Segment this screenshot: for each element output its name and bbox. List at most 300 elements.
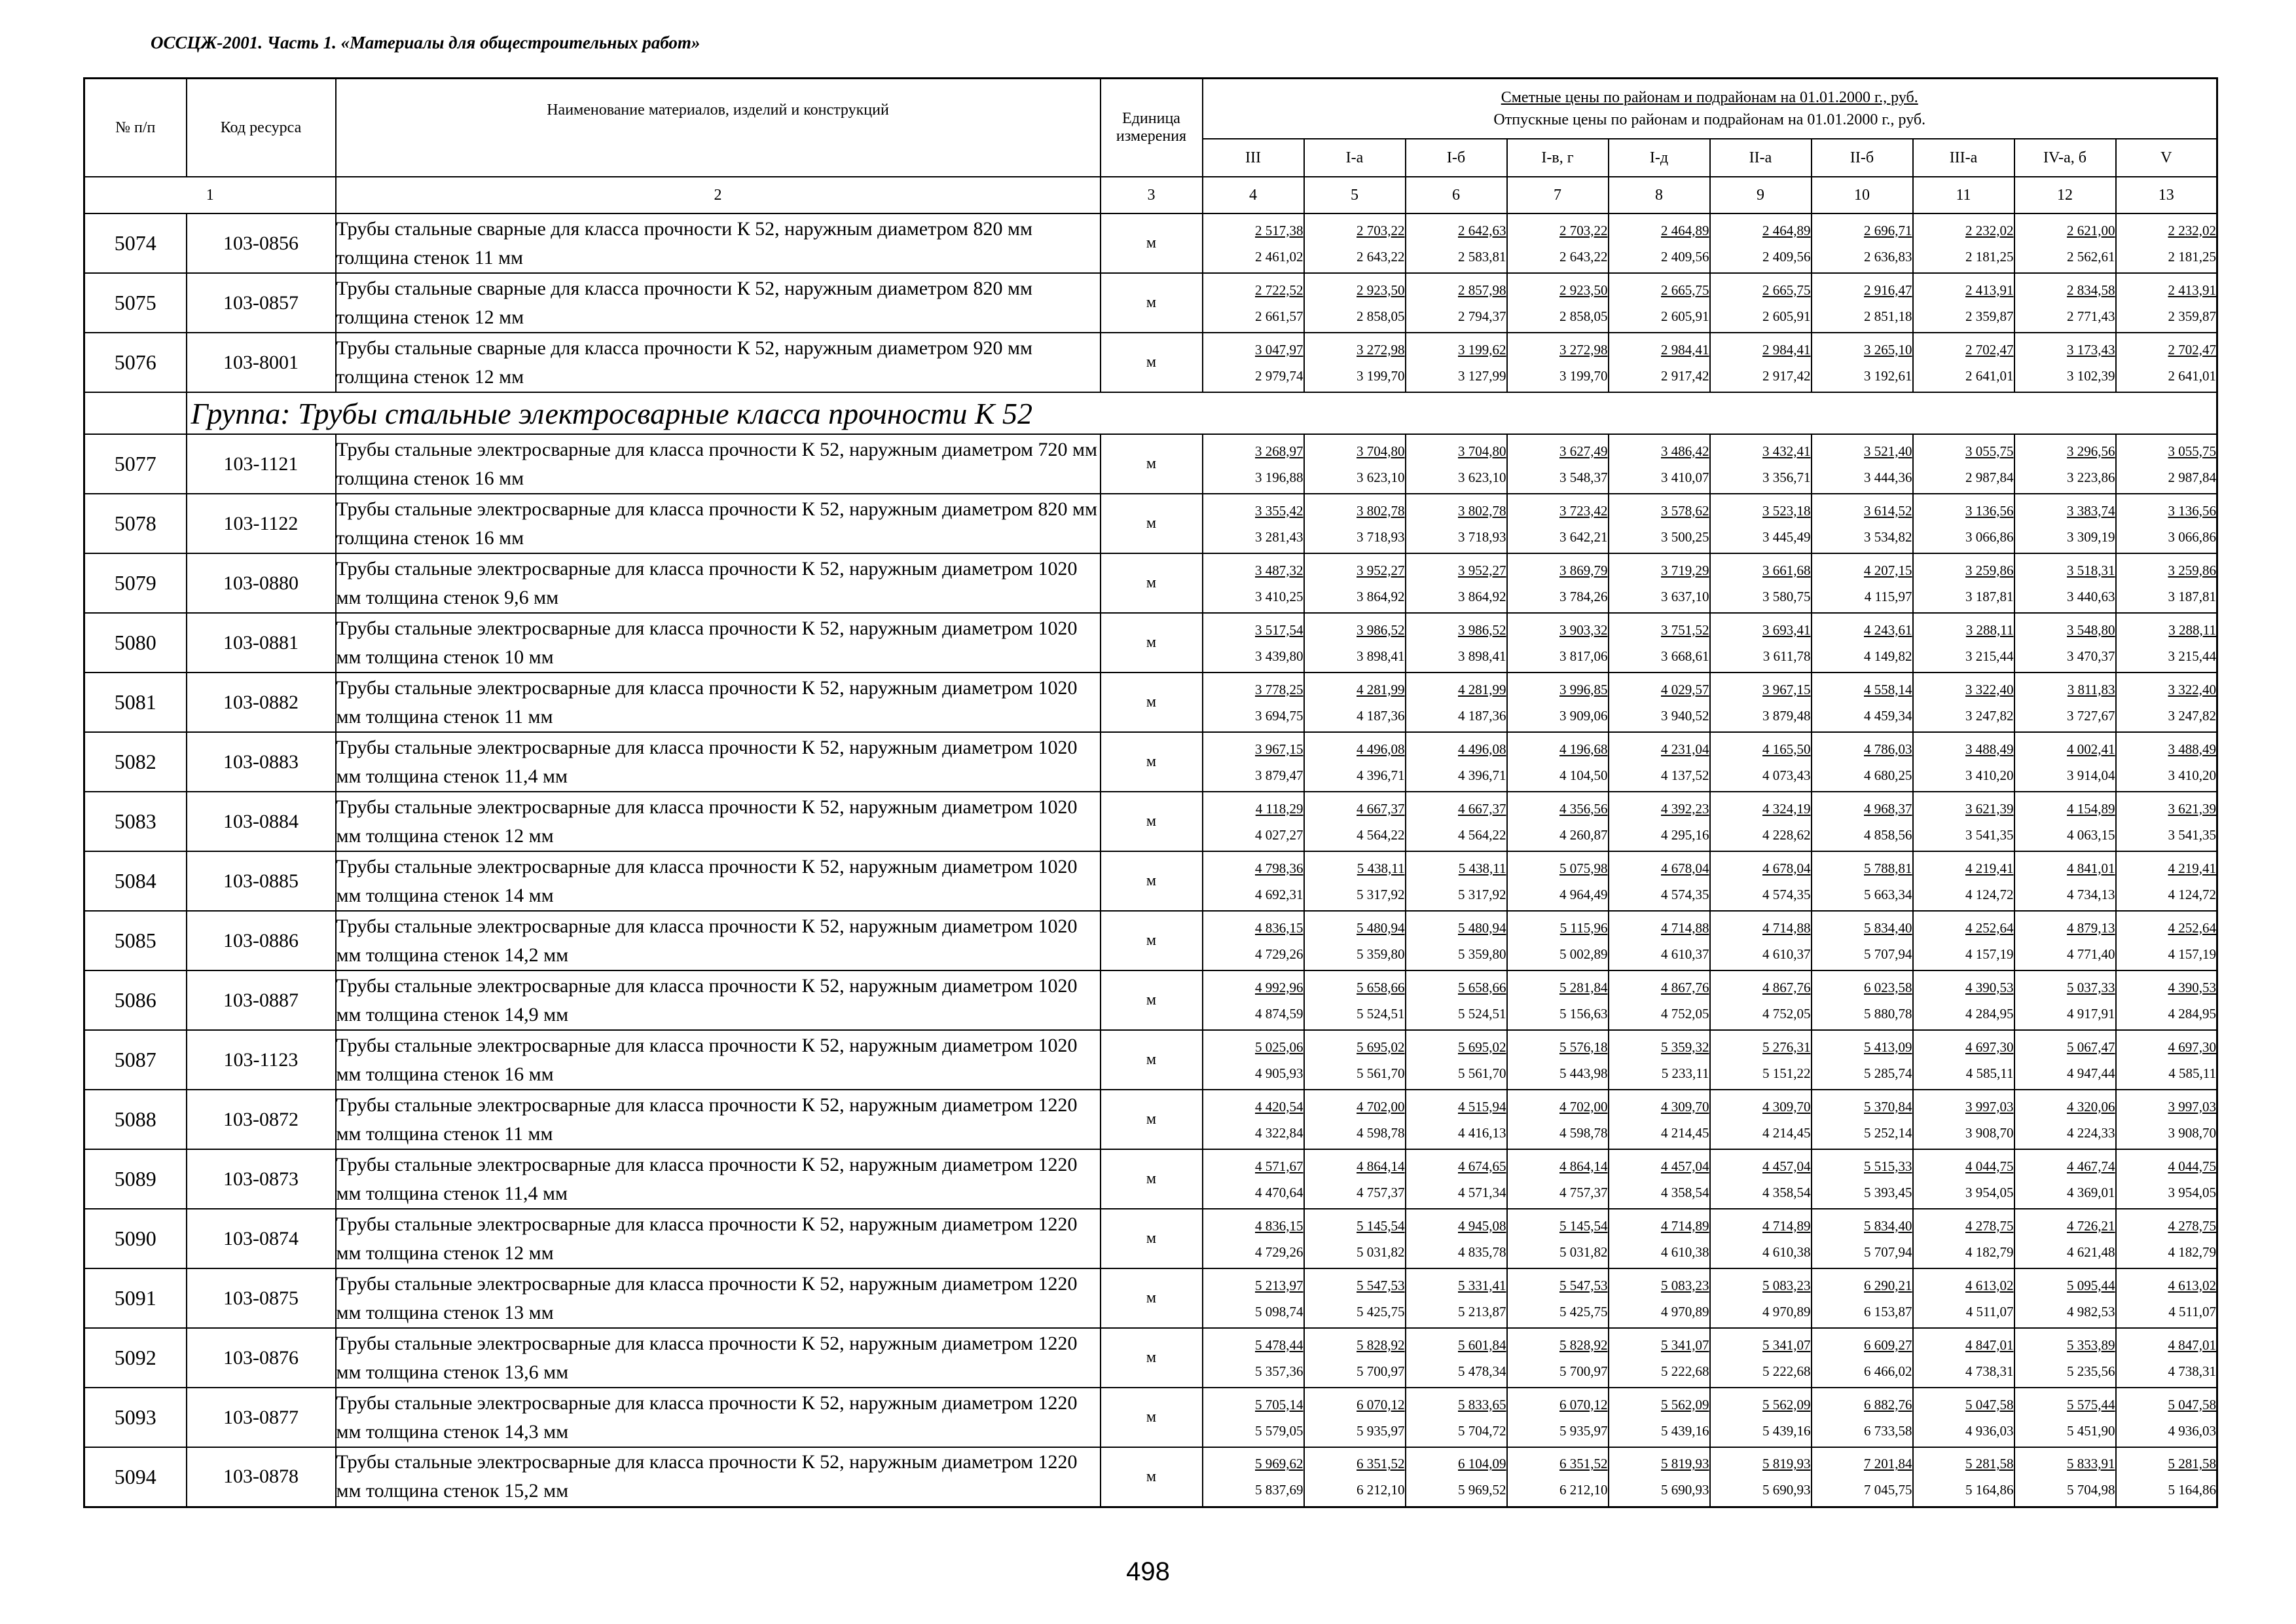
price-cell xyxy=(2014,494,2116,553)
release-price: 3 356,71 xyxy=(1762,469,1811,485)
estimate-price: 3 967,15 xyxy=(1255,741,1303,757)
estimate-price: 4 558,14 xyxy=(1864,681,1912,697)
release-price: 5 222,68 xyxy=(1661,1363,1709,1379)
estimate-price: 3 265,10 xyxy=(1864,341,1912,358)
price-cell xyxy=(1304,613,1406,673)
estimate-price: 3 952,27 xyxy=(1458,562,1506,578)
estimate-price: 2 464,89 xyxy=(1661,222,1709,238)
row-npp: 5083 xyxy=(84,792,187,851)
estimate-price: 2 703,22 xyxy=(1559,222,1608,238)
estimate-price: 4 231,04 xyxy=(1661,741,1709,757)
price-cell xyxy=(1710,1388,1812,1447)
estimate-price: 3 296,56 xyxy=(2067,443,2115,459)
estimate-price: 2 984,41 xyxy=(1762,341,1811,358)
price-cell xyxy=(1507,851,1609,911)
release-price: 6 466,02 xyxy=(1864,1363,1912,1379)
price-cell xyxy=(1203,333,1304,392)
estimate-price: 4 714,89 xyxy=(1661,1217,1709,1234)
row-npp: 5082 xyxy=(84,732,187,792)
estimate-price: 2 665,75 xyxy=(1661,282,1709,298)
release-price: 4 459,34 xyxy=(1864,707,1912,724)
release-price: 3 500,25 xyxy=(1661,528,1709,545)
estimate-price: 3 751,52 xyxy=(1661,621,1709,638)
price-cell xyxy=(1609,434,1710,494)
release-price: 5 880,78 xyxy=(1864,1005,1912,1022)
row-npp: 5080 xyxy=(84,613,187,673)
release-price: 4 063,15 xyxy=(2067,826,2115,843)
release-price: 4 729,26 xyxy=(1255,1244,1303,1260)
price-cell xyxy=(1812,851,1913,911)
release-price: 2 979,74 xyxy=(1255,367,1303,384)
estimate-price: 4 786,03 xyxy=(1864,741,1912,757)
price-cell xyxy=(1812,1328,1913,1388)
price-cell xyxy=(2116,613,2217,673)
price-cell xyxy=(1507,494,1609,553)
price-cell xyxy=(1406,273,1507,333)
region-header: I-д xyxy=(1609,139,1710,177)
release-price: 4 284,95 xyxy=(2168,1005,2216,1022)
row-unit: м xyxy=(1101,732,1203,792)
release-price: 2 562,61 xyxy=(2067,248,2115,265)
price-cell xyxy=(1609,1328,1710,1388)
release-price: 3 718,93 xyxy=(1357,528,1405,545)
price-cell xyxy=(1304,333,1406,392)
price-cell xyxy=(1406,1209,1507,1268)
estimate-price: 4 667,37 xyxy=(1458,800,1506,817)
price-cell xyxy=(2116,434,2217,494)
estimate-price: 3 322,40 xyxy=(1965,681,2014,697)
col-header-name: Наименование материалов, изделий и конструкций xyxy=(336,79,1101,177)
row-npp: 5088 xyxy=(84,1090,187,1149)
release-price: 5 707,94 xyxy=(1864,1244,1912,1260)
estimate-price: 6 882,76 xyxy=(1864,1396,1912,1412)
release-price: 3 784,26 xyxy=(1559,588,1608,604)
estimate-price: 2 621,00 xyxy=(2067,222,2115,238)
release-price: 3 445,49 xyxy=(1762,528,1811,545)
estimate-price: 3 432,41 xyxy=(1762,443,1811,459)
estimate-price: 5 276,31 xyxy=(1762,1039,1811,1055)
price-cell xyxy=(1507,1149,1609,1209)
price-cell xyxy=(1609,673,1710,732)
price-cell xyxy=(1812,333,1913,392)
release-price: 2 605,91 xyxy=(1661,308,1709,324)
release-price: 4 970,89 xyxy=(1661,1303,1709,1320)
release-price: 2 661,57 xyxy=(1255,308,1303,324)
estimate-price: 5 480,94 xyxy=(1458,919,1506,936)
release-price: 4 571,34 xyxy=(1458,1184,1506,1200)
table-row xyxy=(84,1268,2217,1328)
release-price: 4 157,19 xyxy=(1965,946,2014,962)
estimate-price: 5 562,09 xyxy=(1661,1396,1709,1412)
price-cell xyxy=(1913,273,2014,333)
table-row xyxy=(84,273,2217,333)
estimate-price: 4 702,00 xyxy=(1559,1098,1608,1115)
release-price: 3 199,70 xyxy=(1559,367,1608,384)
estimate-price: 3 486,42 xyxy=(1661,443,1709,459)
estimate-price: 4 879,13 xyxy=(2067,919,2115,936)
price-cell xyxy=(1203,1090,1304,1149)
release-price: 4 734,13 xyxy=(2067,886,2115,902)
price-cell xyxy=(1710,851,1812,911)
release-price: 5 478,34 xyxy=(1458,1363,1506,1379)
release-price: 5 222,68 xyxy=(1762,1363,1811,1379)
estimate-price: 6 609,27 xyxy=(1864,1337,1912,1353)
price-cell xyxy=(1406,333,1507,392)
release-price: 4 738,31 xyxy=(1965,1363,2014,1379)
estimate-price: 4 278,75 xyxy=(2168,1217,2216,1234)
price-cell xyxy=(1406,970,1507,1030)
estimate-price: 4 252,64 xyxy=(1965,919,2014,936)
price-cell xyxy=(2116,213,2217,273)
estimate-price: 3 704,80 xyxy=(1357,443,1405,459)
price-cell xyxy=(1406,1268,1507,1328)
price-cell xyxy=(1507,613,1609,673)
release-price: 3 440,63 xyxy=(2067,588,2115,604)
release-price: 4 585,11 xyxy=(2168,1065,2216,1081)
price-cell xyxy=(1609,494,1710,553)
estimate-price: 4 165,50 xyxy=(1762,741,1811,757)
row-unit: м xyxy=(1101,1268,1203,1328)
estimate-price: 5 695,02 xyxy=(1458,1039,1506,1055)
price-cell xyxy=(2116,970,2217,1030)
estimate-price: 4 697,30 xyxy=(2168,1039,2216,1055)
row-material-name: Трубы стальные сварные для класса прочности К 52, наружным диаметром 820 мм толщина стенок 12 мм xyxy=(336,273,1101,333)
col-header-prices xyxy=(1203,79,2217,139)
price-cell xyxy=(1913,1388,2014,1447)
estimate-price: 5 095,44 xyxy=(2067,1277,2115,1293)
price-cell xyxy=(1913,494,2014,553)
price-cell xyxy=(1203,673,1304,732)
estimate-price: 4 613,02 xyxy=(1965,1277,2014,1293)
table-row xyxy=(84,333,2217,392)
column-number: 5 xyxy=(1304,177,1406,213)
release-price: 2 858,05 xyxy=(1559,308,1608,324)
row-resource-code: 103-0883 xyxy=(187,732,336,792)
price-cell xyxy=(1609,333,1710,392)
price-cell xyxy=(1304,1328,1406,1388)
price-cell xyxy=(1406,1447,1507,1507)
price-cell xyxy=(2014,1447,2116,1507)
estimate-price: 4 356,56 xyxy=(1559,800,1608,817)
release-price: 5 031,82 xyxy=(1559,1244,1608,1260)
price-cell xyxy=(1812,553,1913,613)
estimate-price: 4 714,88 xyxy=(1762,919,1811,936)
release-price: 3 410,20 xyxy=(2168,767,2216,783)
release-price: 5 285,74 xyxy=(1864,1065,1912,1081)
release-price: 4 124,72 xyxy=(1965,886,2014,902)
price-cell xyxy=(2116,911,2217,970)
estimate-price: 3 136,56 xyxy=(2168,502,2216,519)
estimate-price: 5 341,07 xyxy=(1661,1337,1709,1353)
estimate-price: 5 075,98 xyxy=(1559,860,1608,876)
release-price: 4 874,59 xyxy=(1255,1005,1303,1022)
release-price: 4 564,22 xyxy=(1357,826,1405,843)
estimate-price: 3 986,52 xyxy=(1357,621,1405,638)
release-price: 4 982,53 xyxy=(2067,1303,2115,1320)
row-npp: 5089 xyxy=(84,1149,187,1209)
release-price: 2 643,22 xyxy=(1559,248,1608,265)
estimate-price: 4 281,99 xyxy=(1357,681,1405,697)
release-price: 4 396,71 xyxy=(1458,767,1506,783)
row-resource-code: 103-0877 xyxy=(187,1388,336,1447)
price-cell xyxy=(1812,1090,1913,1149)
row-material-name: Трубы стальные электросварные для класса прочности К 52, наружным диаметром 1220 мм толщина стенок 13,6 мм xyxy=(336,1328,1101,1388)
release-price: 4 358,54 xyxy=(1661,1184,1709,1200)
price-cell xyxy=(1913,434,2014,494)
release-price: 4 214,45 xyxy=(1661,1124,1709,1141)
price-cell xyxy=(1812,970,1913,1030)
price-cell xyxy=(1507,732,1609,792)
price-cell xyxy=(2014,1090,2116,1149)
row-resource-code: 103-0873 xyxy=(187,1149,336,1209)
price-cell xyxy=(1913,851,2014,911)
release-price: 4 917,91 xyxy=(2067,1005,2115,1022)
release-price: 5 317,92 xyxy=(1357,886,1405,902)
estimate-price: 4 309,70 xyxy=(1661,1098,1709,1115)
row-resource-code: 103-1123 xyxy=(187,1030,336,1090)
price-cell xyxy=(1710,970,1812,1030)
price-cell xyxy=(1609,1030,1710,1090)
release-price: 3 908,70 xyxy=(1965,1124,2014,1141)
estimate-price: 5 438,11 xyxy=(1458,860,1506,876)
price-cell xyxy=(1507,1388,1609,1447)
estimate-price: 2 857,98 xyxy=(1458,282,1506,298)
row-resource-code: 103-1121 xyxy=(187,434,336,494)
release-price: 5 233,11 xyxy=(1661,1065,1709,1081)
release-price: 4 729,26 xyxy=(1255,946,1303,962)
row-material-name: Трубы стальные электросварные для класса прочности К 52, наружным диаметром 1020 мм толщина стенок 12 мм xyxy=(336,792,1101,851)
price-cell xyxy=(1507,1268,1609,1328)
estimate-price: 3 952,27 xyxy=(1357,562,1405,578)
estimate-price: 6 290,21 xyxy=(1864,1277,1912,1293)
release-price: 6 212,10 xyxy=(1559,1482,1608,1498)
table-row xyxy=(84,1328,2217,1388)
release-price: 5 969,52 xyxy=(1458,1482,1506,1498)
row-unit: м xyxy=(1101,851,1203,911)
release-price: 3 223,86 xyxy=(2067,469,2115,485)
price-cell xyxy=(2116,333,2217,392)
price-cell xyxy=(1304,970,1406,1030)
release-price: 2 641,01 xyxy=(2168,367,2216,384)
price-cell xyxy=(1710,333,1812,392)
table-row xyxy=(84,553,2217,613)
estimate-price: 5 480,94 xyxy=(1357,919,1405,936)
release-price: 4 564,22 xyxy=(1458,826,1506,843)
region-header: V xyxy=(2116,139,2217,177)
estimate-price: 3 288,11 xyxy=(1965,621,2014,638)
estimate-price: 3 272,98 xyxy=(1559,341,1608,358)
release-price: 4 574,35 xyxy=(1661,886,1709,902)
release-price: 5 098,74 xyxy=(1255,1303,1303,1320)
release-price: 3 623,10 xyxy=(1357,469,1405,485)
price-cell xyxy=(2014,434,2116,494)
price-cell xyxy=(1507,673,1609,732)
price-cell xyxy=(1507,213,1609,273)
row-resource-code: 103-0886 xyxy=(187,911,336,970)
row-resource-code: 103-0884 xyxy=(187,792,336,851)
release-price: 3 102,39 xyxy=(2067,367,2115,384)
estimate-price: 3 383,74 xyxy=(2067,502,2115,519)
release-price: 4 757,37 xyxy=(1559,1184,1608,1200)
price-cell xyxy=(2116,1090,2217,1149)
estimate-price: 3 055,75 xyxy=(2168,443,2216,459)
release-price: 3 066,86 xyxy=(2168,528,2216,545)
price-cell xyxy=(1609,1149,1710,1209)
price-cell xyxy=(1609,553,1710,613)
price-cell xyxy=(1507,911,1609,970)
table-row xyxy=(84,1447,2217,1507)
release-price: 4 073,43 xyxy=(1762,767,1811,783)
region-header: I-в, г xyxy=(1507,139,1609,177)
estimate-price: 5 083,23 xyxy=(1762,1277,1811,1293)
release-price: 3 727,67 xyxy=(2067,707,2115,724)
estimate-price: 2 702,47 xyxy=(1965,341,2014,358)
price-cell xyxy=(1406,434,1507,494)
release-price: 6 153,87 xyxy=(1864,1303,1912,1320)
price-cell xyxy=(1203,1268,1304,1328)
release-price: 4 610,38 xyxy=(1661,1244,1709,1260)
price-cell xyxy=(1406,494,1507,553)
release-price: 5 579,05 xyxy=(1255,1422,1303,1439)
release-price: 5 156,63 xyxy=(1559,1005,1608,1022)
estimate-price: 4 847,01 xyxy=(2168,1337,2216,1353)
row-material-name: Трубы стальные электросварные для класса прочности К 52, наружным диаметром 1020 мм толщина стенок 14,9 мм xyxy=(336,970,1101,1030)
release-price: 4 396,71 xyxy=(1357,767,1405,783)
price-cell xyxy=(1710,1447,1812,1507)
document-header-title: ОССЦЖ-2001. Часть 1. «Материалы для общестроительных работ» xyxy=(151,33,701,52)
estimate-price: 5 515,33 xyxy=(1864,1158,1912,1174)
price-cell xyxy=(1406,213,1507,273)
estimate-price: 4 219,41 xyxy=(1965,860,2014,876)
row-material-name: Трубы стальные электросварные для класса прочности К 52, наружным диаметром 1220 мм толщина стенок 12 мм xyxy=(336,1209,1101,1268)
estimate-price: 4 207,15 xyxy=(1864,562,1912,578)
price-cell xyxy=(1609,732,1710,792)
price-cell xyxy=(1913,911,2014,970)
estimate-price: 3 997,03 xyxy=(1965,1098,2014,1115)
price-cell xyxy=(1812,1209,1913,1268)
row-unit: м xyxy=(1101,1030,1203,1090)
estimate-price: 5 658,66 xyxy=(1357,979,1405,995)
estimate-price: 6 351,52 xyxy=(1559,1456,1608,1472)
row-unit: м xyxy=(1101,1447,1203,1507)
release-price: 5 002,89 xyxy=(1559,946,1608,962)
price-cell xyxy=(2014,911,2116,970)
row-unit: м xyxy=(1101,1209,1203,1268)
estimate-price: 4 118,29 xyxy=(1255,800,1303,817)
row-material-name: Трубы стальные электросварные для класса прочности К 52, наружным диаметром 1220 мм толщина стенок 11,4 мм xyxy=(336,1149,1101,1209)
row-material-name: Трубы стальные электросварные для класса прочности К 52, наружным диаметром 1220 мм толщина стенок 15,2 мм xyxy=(336,1447,1101,1507)
row-unit: м xyxy=(1101,333,1203,392)
release-price: 3 281,43 xyxy=(1255,528,1303,545)
table-row xyxy=(84,673,2217,732)
release-price: 2 851,18 xyxy=(1864,308,1912,324)
region-header: I-а xyxy=(1304,139,1406,177)
release-price: 3 534,82 xyxy=(1864,528,1912,545)
estimate-price: 4 252,64 xyxy=(2168,919,2216,936)
release-price: 3 668,61 xyxy=(1661,648,1709,664)
price-cell xyxy=(1203,1030,1304,1090)
estimate-price: 5 576,18 xyxy=(1559,1039,1608,1055)
estimate-price: 5 819,93 xyxy=(1762,1456,1811,1472)
release-price: 3 196,88 xyxy=(1255,469,1303,485)
price-cell xyxy=(1203,1447,1304,1507)
price-cell xyxy=(1203,613,1304,673)
estimate-price: 5 281,84 xyxy=(1559,979,1608,995)
region-header: II-а xyxy=(1710,139,1812,177)
estimate-price: 3 548,80 xyxy=(2067,621,2115,638)
price-cell xyxy=(1609,911,1710,970)
price-cell xyxy=(1507,553,1609,613)
release-price: 2 605,91 xyxy=(1762,308,1811,324)
estimate-price: 2 834,58 xyxy=(2067,282,2115,298)
estimate-price: 3 517,54 xyxy=(1255,621,1303,638)
release-price: 3 444,36 xyxy=(1864,469,1912,485)
estimate-price: 3 967,15 xyxy=(1762,681,1811,697)
estimate-price: 5 834,40 xyxy=(1864,1217,1912,1234)
price-cell xyxy=(2116,553,2217,613)
row-resource-code: 103-0875 xyxy=(187,1268,336,1328)
release-price: 4 835,78 xyxy=(1458,1244,1506,1260)
estimate-price: 2 702,47 xyxy=(2168,341,2216,358)
column-number: 10 xyxy=(1812,177,1913,213)
estimate-price: 2 703,22 xyxy=(1357,222,1405,238)
row-npp: 5074 xyxy=(84,213,187,273)
estimate-price: 4 457,04 xyxy=(1762,1158,1811,1174)
estimate-price: 3 986,52 xyxy=(1458,621,1506,638)
price-cell xyxy=(1507,273,1609,333)
table-row xyxy=(84,732,2217,792)
release-price: 2 583,81 xyxy=(1458,248,1506,265)
row-resource-code: 103-0856 xyxy=(187,213,336,273)
release-price: 2 858,05 xyxy=(1357,308,1405,324)
price-cell xyxy=(1304,851,1406,911)
price-cell xyxy=(1304,1149,1406,1209)
estimate-price: 4 678,04 xyxy=(1762,860,1811,876)
estimate-price: 3 521,40 xyxy=(1864,443,1912,459)
release-price: 4 771,40 xyxy=(2067,946,2115,962)
release-price: 2 359,87 xyxy=(1965,308,2014,324)
price-cell xyxy=(1304,553,1406,613)
estimate-price: 5 281,58 xyxy=(1965,1456,2014,1472)
table-row xyxy=(84,911,2217,970)
price-cell xyxy=(1812,1388,1913,1447)
row-npp: 5085 xyxy=(84,911,187,970)
estimate-price: 4 243,61 xyxy=(1864,621,1912,638)
column-number: 1 xyxy=(84,177,336,213)
release-price: 5 837,69 xyxy=(1255,1482,1303,1498)
release-price: 2 409,56 xyxy=(1661,248,1709,265)
price-cell xyxy=(1710,1328,1812,1388)
estimate-price: 4 678,04 xyxy=(1661,860,1709,876)
estimate-price: 3 614,52 xyxy=(1864,502,1912,519)
table-row xyxy=(84,613,2217,673)
release-price: 5 393,45 xyxy=(1864,1184,1912,1200)
release-price: 3 247,82 xyxy=(2168,707,2216,724)
price-cell xyxy=(1406,851,1507,911)
release-price: 5 317,92 xyxy=(1458,886,1506,902)
estimate-price: 5 547,53 xyxy=(1357,1277,1405,1293)
estimate-price: 4 867,76 xyxy=(1762,979,1811,995)
release-price: 2 917,42 xyxy=(1762,367,1811,384)
price-cell xyxy=(2014,1030,2116,1090)
table-row xyxy=(84,434,2217,494)
estimate-price: 5 047,58 xyxy=(1965,1396,2014,1412)
estimate-price: 2 642,63 xyxy=(1458,222,1506,238)
estimate-price: 3 811,83 xyxy=(2067,681,2115,697)
estimate-price: 3 627,49 xyxy=(1559,443,1608,459)
price-cell xyxy=(1406,1090,1507,1149)
estimate-price: 4 674,65 xyxy=(1458,1158,1506,1174)
